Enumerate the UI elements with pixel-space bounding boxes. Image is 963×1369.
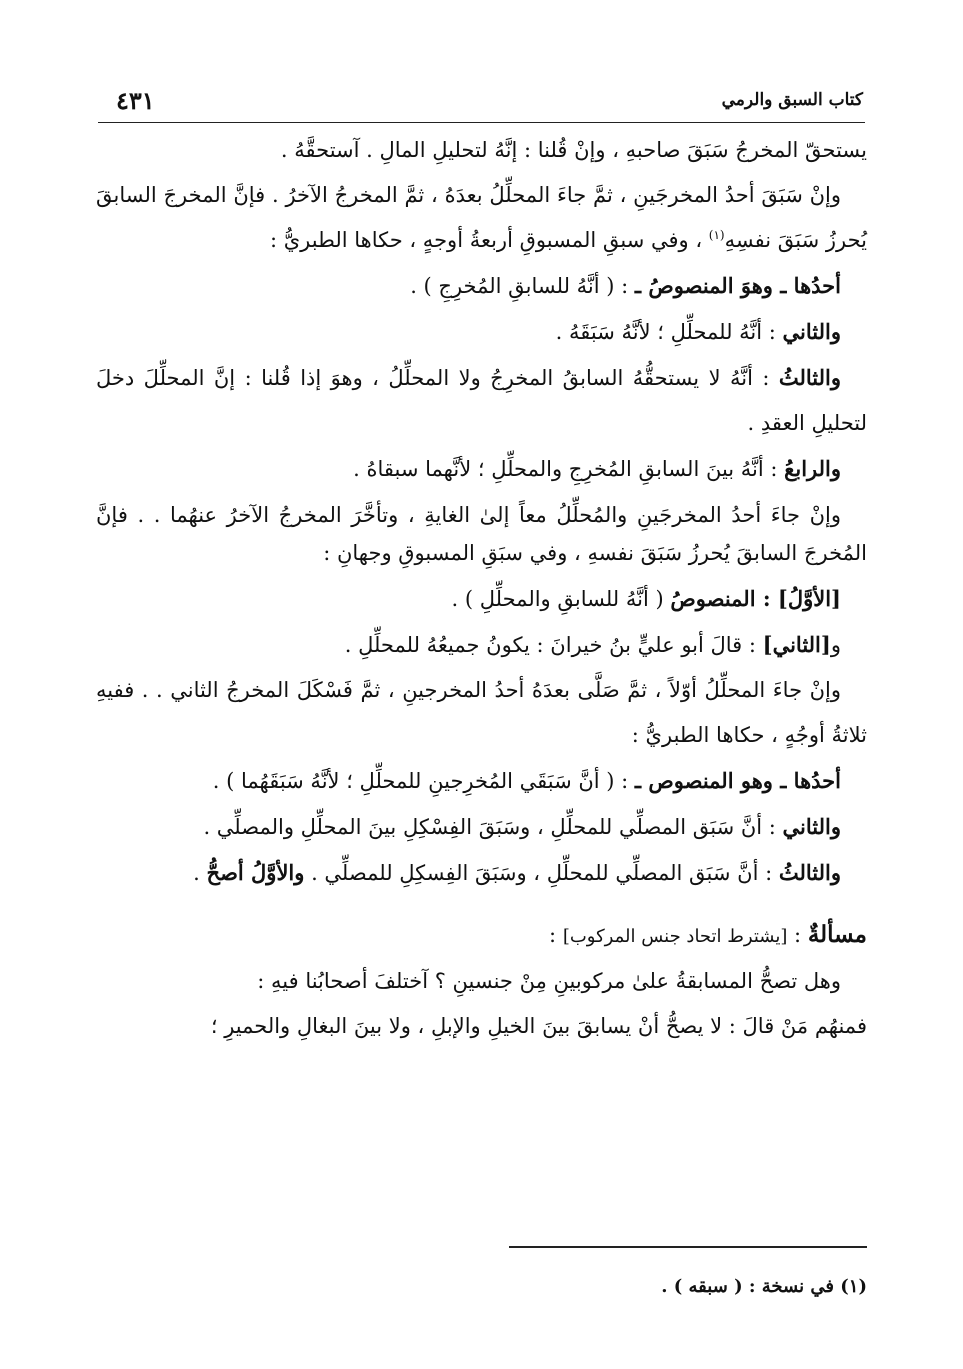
item-label: [الثاني] <box>762 632 831 657</box>
footnote-number: (١) <box>840 1276 867 1297</box>
footnote <box>96 1276 867 1297</box>
item-text: : أنَّهُ لا يستحقُّهُ السابقُ المخرِجُ ولا المحلِّلُ ، وهوَ إذا قُلنا : إنَّ المحلِّلَ دخلَ لتحليلِ العقدِ . <box>96 366 867 435</box>
paragraph-continuation <box>96 128 867 173</box>
mas-subtitle: [يشترط اتحاد جنس المركوب] <box>562 926 788 947</box>
text-run: وإنْ جاءَ أحدُ المخرجَينِ والمُحلِّلُ معاً إلىٰ الغايةِ ، وتأخَّرَ المخرجُ الآخرُ عنهُما . . فإنَّ المُخرجَ السابقَ يُحرزُ سَبَقَ نفسهِ ، وفي سبَقِ المسبوقِ وجهانِ : <box>96 503 867 565</box>
item-text: ( أنَّهُ للسابقِ والمحلِّلِ ) . <box>451 587 671 611</box>
item-text: : قالَ أبو عليٍّ بنُ خيرانَ : يكونُ جميعُهُ للمحلِّلِ . <box>344 633 763 657</box>
mas-title: مسألةٌ <box>807 921 867 948</box>
item-text: : أنَّ سَبَق المصلِّي للمحلِّلِ ، وسَبَقَ الفِسْكِلِ بينَ المحلِّلِ والمصلِّي . <box>203 815 783 839</box>
item-text: . <box>193 861 207 885</box>
text-run: وإنْ سَبَقَ أحدُ المخرجَينِ ، ثمَّ جاءَ المحلِّلُ بعدَهُ ، ثمَّ المخرجُ الآخرُ . فإنَّ المخرجَ السابقَ يُحرزُ سَبَقَ نفسِهِ <box>96 183 867 252</box>
opinion-item <box>96 263 867 309</box>
item-label: والثاني <box>782 814 841 839</box>
item-text: : ( أنَّهُ للسابقِ المُخرِجِ ) . <box>410 274 635 298</box>
footnote-text: في نسخة : ( سبقه ) . <box>661 1276 834 1297</box>
book-title: كتاب السبق والرمي <box>721 90 863 110</box>
conclusion-text: والأوَّلُ أصحُّ <box>206 860 305 885</box>
item-text: : أنَّ سَبَق المصلِّي للمحلِّلِ ، وسَبَقَ الفِسكِلِ للمصلِّي . <box>304 861 779 885</box>
mas-end: : <box>549 923 563 947</box>
item-label: والثالثُ <box>778 365 841 390</box>
opinion-item <box>96 758 867 804</box>
opinion-item <box>96 446 867 492</box>
item-label: أحدُها ـ وهو المنصوص ـ <box>634 768 841 793</box>
item-label: والرابعُ <box>784 456 841 481</box>
main-text <box>96 128 867 1049</box>
text-run: ، وفي سبقِ المسبوقِ أربعةُ أوجهٍ ، حكاها الطبريُّ : <box>269 228 709 252</box>
opinion-item <box>96 622 867 668</box>
opinion-item <box>96 576 867 622</box>
paragraph <box>96 496 867 572</box>
opinion-item <box>96 804 867 850</box>
opinion-item <box>96 309 867 355</box>
running-header <box>98 82 865 123</box>
paragraph <box>96 668 867 758</box>
item-text: : أنَّهُ للمحلِّلِ ؛ لأنَّهُ سَبَقَهُ . <box>555 320 783 344</box>
mas-heading <box>96 912 867 959</box>
opinion-item <box>96 355 867 446</box>
footnote-divider <box>509 1246 867 1248</box>
paragraph <box>96 1004 867 1049</box>
text-run: وهل تصحُّ المسابقةُ علىٰ مركوبينِ مِنْ جنسينِ ؟ آختلفَ أصحابُنا فيهِ : <box>257 969 841 993</box>
item-label: والثاني <box>782 319 841 344</box>
item-prefix: و <box>830 633 841 657</box>
page-number: ٤٣١ <box>116 86 155 115</box>
paragraph <box>96 173 867 263</box>
item-text: : ( أنَّ سَبَقَي المُخرِجينِ للمحلِّلِ ؛ لأنَّهُ سَبَقَهُما ) . <box>212 769 635 793</box>
opinion-item <box>96 850 867 896</box>
mas-colon: : <box>787 923 808 947</box>
item-label: أحدُها ـ وهوَ المنصوصُ ـ <box>634 273 841 298</box>
paragraph <box>96 959 867 1004</box>
item-text: : أنَّهُ بينَ السابقِ المُخرِجِ والمحلِّلِ ؛ لأنَّهما سبقاهُ . <box>353 457 785 481</box>
text-run: وإنْ جاءَ المحلِّلُ أوّلاً ، ثمَّ صَلَّى بعدَهُ أحدُ المخرجينِ ، ثمَّ فَسْكَلَ المخرجُ الثاني . . ففيهِ ثلاثةُ أوجُهٍ ، حكاها الطبريُّ : <box>96 678 867 747</box>
text-run: فمنهُم مَنْ قالَ : لا يصحُّ أنْ يسابقَ بينَ الخيلِ والإبلِ ، ولا بينَ البغالِ والحميرِ ؛ <box>210 1014 867 1038</box>
item-label: والثالثُ <box>778 860 841 885</box>
item-label: [الأوَّلُ] : المنصوصُ <box>670 586 841 611</box>
section-gap <box>96 896 867 912</box>
footnote-marker: (١) <box>708 228 725 242</box>
text-run: يستحقّ المخرجُ سَبَقَ صاحبهِ ، وإنْ قُلنا : إنَّهُ لتحليلِ المالِ . آستحقَّهُ . <box>280 138 867 162</box>
